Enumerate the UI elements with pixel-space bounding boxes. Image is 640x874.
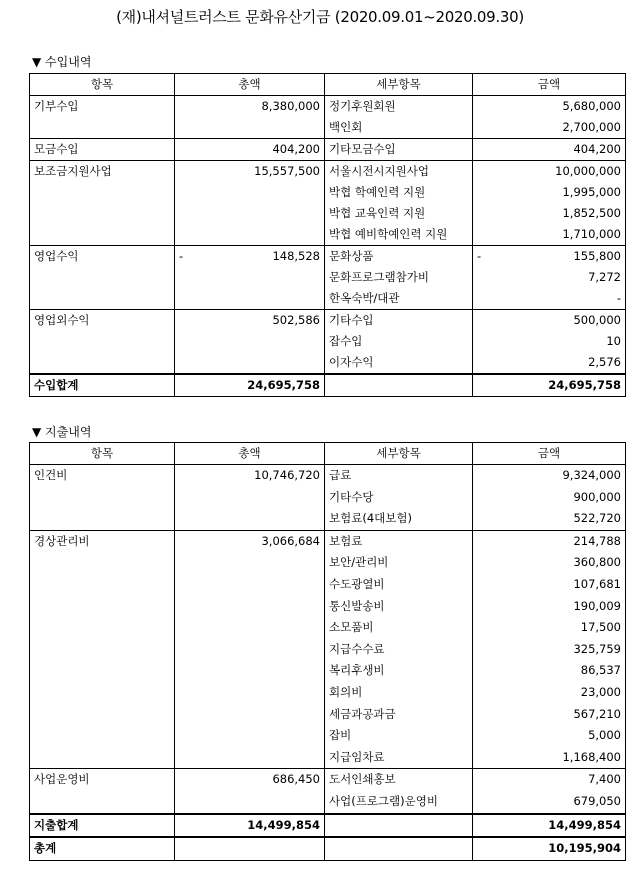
- row-amount: 10,000,000: [473, 161, 626, 183]
- row-total: [175, 596, 325, 618]
- total-label: 지출합계: [30, 814, 175, 838]
- grand-total-row: [30, 837, 626, 860]
- row-total: 502,586: [175, 310, 325, 332]
- row-item: 기부수입: [30, 96, 175, 118]
- row-detail: 보험료(4대보험): [325, 508, 473, 530]
- row-detail: 보안/관리비: [325, 552, 473, 574]
- total-label: 수입합계: [30, 374, 175, 397]
- row-detail: 보험료: [325, 530, 473, 552]
- row-detail: 정기후원회원: [325, 96, 473, 118]
- row-amount-prefix: -: [477, 249, 482, 263]
- table-row: [30, 96, 626, 118]
- table-row: [30, 267, 626, 288]
- table-row: [30, 747, 626, 769]
- header-item: 항목: [30, 443, 175, 465]
- row-item: [30, 791, 175, 814]
- row-item: [30, 203, 175, 224]
- row-amount: 679,050: [473, 791, 626, 814]
- row-item: 사업운영비: [30, 769, 175, 791]
- row-detail: 문화프로그램참가비: [325, 267, 473, 288]
- row-item: [30, 660, 175, 682]
- total-detail: [325, 814, 473, 838]
- page-title: (재)내셔널트러스트 문화유산기금 (2020.09.01~2020.09.30): [116, 8, 524, 26]
- row-detail: 사업(프로그램)운영비: [325, 791, 473, 814]
- row-item: [30, 182, 175, 203]
- row-amount-value: 155,800: [573, 249, 621, 263]
- row-total: [175, 267, 325, 288]
- row-amount: 360,800: [473, 552, 626, 574]
- total-detail: [325, 374, 473, 397]
- row-total: 686,450: [175, 769, 325, 791]
- table-row: [30, 791, 626, 814]
- header-amount: 금액: [473, 443, 626, 465]
- table-row: [30, 682, 626, 704]
- row-amount: 86,537: [473, 660, 626, 682]
- row-amount: 404,200: [473, 139, 626, 161]
- row-item: 경상관리비: [30, 530, 175, 552]
- grand-total: [175, 837, 325, 860]
- row-amount: 522,720: [473, 508, 626, 530]
- income-section-label: ▼ 수입내역: [32, 55, 92, 69]
- table-row: [30, 725, 626, 747]
- row-total-value: 148,528: [272, 249, 320, 263]
- row-detail: 회의비: [325, 682, 473, 704]
- table-row: [30, 465, 626, 487]
- row-detail: 급료: [325, 465, 473, 487]
- row-detail: 도서인쇄홍보: [325, 769, 473, 791]
- expense-header-row: [30, 443, 626, 465]
- row-total: [175, 704, 325, 726]
- header-item: 항목: [30, 74, 175, 96]
- row-amount: 325,759: [473, 639, 626, 661]
- row-item: [30, 487, 175, 509]
- header-total: 총액: [175, 74, 325, 96]
- row-detail: 잡비: [325, 725, 473, 747]
- row-amount: 1,852,500: [473, 203, 626, 224]
- row-amount: [473, 246, 626, 268]
- header-detail: 세부항목: [325, 443, 473, 465]
- expense-body: [30, 465, 626, 861]
- row-total: [175, 117, 325, 139]
- row-amount: 9,324,000: [473, 465, 626, 487]
- row-item: [30, 331, 175, 352]
- table-row: [30, 574, 626, 596]
- header-detail: 세부항목: [325, 74, 473, 96]
- row-item: [30, 704, 175, 726]
- row-item: [30, 596, 175, 618]
- row-item: 보조금지원사업: [30, 161, 175, 183]
- row-item: [30, 117, 175, 139]
- row-item: 인건비: [30, 465, 175, 487]
- row-amount: -: [473, 288, 626, 310]
- total-value: 24,695,758: [175, 374, 325, 397]
- row-item: [30, 288, 175, 310]
- table-row: [30, 117, 626, 139]
- row-detail: 기타모금수입: [325, 139, 473, 161]
- row-total-prefix: -: [179, 249, 184, 263]
- row-detail: 지급임차료: [325, 747, 473, 769]
- row-amount: 190,009: [473, 596, 626, 618]
- income-header-row: [30, 74, 626, 96]
- grand-amount: 10,195,904: [473, 837, 626, 860]
- row-item: [30, 682, 175, 704]
- row-detail: 백인회: [325, 117, 473, 139]
- row-amount: 7,400: [473, 769, 626, 791]
- row-amount: 7,272: [473, 267, 626, 288]
- row-detail: 박협 학예인력 지원: [325, 182, 473, 203]
- row-total: [175, 747, 325, 769]
- table-row: [30, 487, 626, 509]
- table-row: [30, 596, 626, 618]
- table-row: [30, 352, 626, 374]
- row-detail: 소모품비: [325, 617, 473, 639]
- table-row: [30, 182, 626, 203]
- row-amount: 1,995,000: [473, 182, 626, 203]
- row-amount: 214,788: [473, 530, 626, 552]
- row-item: [30, 747, 175, 769]
- row-item: [30, 617, 175, 639]
- row-total: [175, 288, 325, 310]
- row-detail: 수도광열비: [325, 574, 473, 596]
- row-detail: 세금과공과금: [325, 704, 473, 726]
- row-amount: 5,000: [473, 725, 626, 747]
- row-amount: 2,576: [473, 352, 626, 374]
- row-detail: 지급수수료: [325, 639, 473, 661]
- row-amount: 107,681: [473, 574, 626, 596]
- row-item: [30, 224, 175, 246]
- row-detail: 잡수입: [325, 331, 473, 352]
- expense-total-row: [30, 814, 626, 838]
- table-row: [30, 310, 626, 332]
- row-total: [175, 725, 325, 747]
- row-total: 3,066,684: [175, 530, 325, 552]
- table-row: [30, 617, 626, 639]
- row-amount: 5,680,000: [473, 96, 626, 118]
- row-total: [175, 660, 325, 682]
- grand-label: 총계: [30, 837, 175, 860]
- total-amount: 14,499,854: [473, 814, 626, 838]
- income-table: [29, 73, 626, 397]
- income-body: [30, 96, 626, 397]
- row-detail: 기타수당: [325, 487, 473, 509]
- row-amount: 1,168,400: [473, 747, 626, 769]
- row-item: [30, 552, 175, 574]
- total-amount: 24,695,758: [473, 374, 626, 397]
- table-row: [30, 552, 626, 574]
- row-detail: 통신발송비: [325, 596, 473, 618]
- row-total: [175, 182, 325, 203]
- row-amount: 567,210: [473, 704, 626, 726]
- row-total: 15,557,500: [175, 161, 325, 183]
- row-detail: 박협 예비학예인력 지원: [325, 224, 473, 246]
- row-item: [30, 574, 175, 596]
- row-item: [30, 725, 175, 747]
- table-row: [30, 704, 626, 726]
- row-item: 영업수익: [30, 246, 175, 268]
- row-amount: 900,000: [473, 487, 626, 509]
- row-total: [175, 508, 325, 530]
- row-total: 10,746,720: [175, 465, 325, 487]
- row-amount: 23,000: [473, 682, 626, 704]
- expense-section-label: ▼ 지출내역: [32, 425, 92, 439]
- row-detail: 이자수익: [325, 352, 473, 374]
- row-total: [175, 552, 325, 574]
- row-item: [30, 352, 175, 374]
- total-value: 14,499,854: [175, 814, 325, 838]
- table-row: [30, 161, 626, 183]
- income-total-row: [30, 374, 626, 397]
- row-total: [175, 487, 325, 509]
- row-total: [175, 791, 325, 814]
- table-row: [30, 139, 626, 161]
- row-amount: 500,000: [473, 310, 626, 332]
- grand-detail: [325, 837, 473, 860]
- table-row: [30, 331, 626, 352]
- row-item: [30, 267, 175, 288]
- row-total: [175, 639, 325, 661]
- header-total: 총액: [175, 443, 325, 465]
- row-item: 모금수입: [30, 139, 175, 161]
- row-total: [175, 203, 325, 224]
- row-total: [175, 246, 325, 268]
- row-amount: 10: [473, 331, 626, 352]
- table-row: [30, 224, 626, 246]
- row-total: [175, 352, 325, 374]
- row-item: 영업외수익: [30, 310, 175, 332]
- row-total: [175, 331, 325, 352]
- table-row: [30, 639, 626, 661]
- row-detail: 문화상품: [325, 246, 473, 268]
- table-row: [30, 288, 626, 310]
- row-item: [30, 508, 175, 530]
- row-total: 8,380,000: [175, 96, 325, 118]
- table-row: [30, 530, 626, 552]
- row-amount: 2,700,000: [473, 117, 626, 139]
- row-detail: 서울시전시지원사업: [325, 161, 473, 183]
- table-row: [30, 508, 626, 530]
- row-amount: 17,500: [473, 617, 626, 639]
- row-detail: 박협 교육인력 지원: [325, 203, 473, 224]
- row-total: 404,200: [175, 139, 325, 161]
- table-row: [30, 769, 626, 791]
- header-amount: 금액: [473, 74, 626, 96]
- row-total: [175, 574, 325, 596]
- row-total: [175, 224, 325, 246]
- row-detail: 기타수입: [325, 310, 473, 332]
- row-item: [30, 639, 175, 661]
- table-row: [30, 660, 626, 682]
- expense-table: [29, 442, 626, 861]
- row-amount: 1,710,000: [473, 224, 626, 246]
- table-row: [30, 203, 626, 224]
- row-detail: 복리후생비: [325, 660, 473, 682]
- row-total: [175, 682, 325, 704]
- table-row: [30, 246, 626, 268]
- row-total: [175, 617, 325, 639]
- row-detail: 한옥숙박/대관: [325, 288, 473, 310]
